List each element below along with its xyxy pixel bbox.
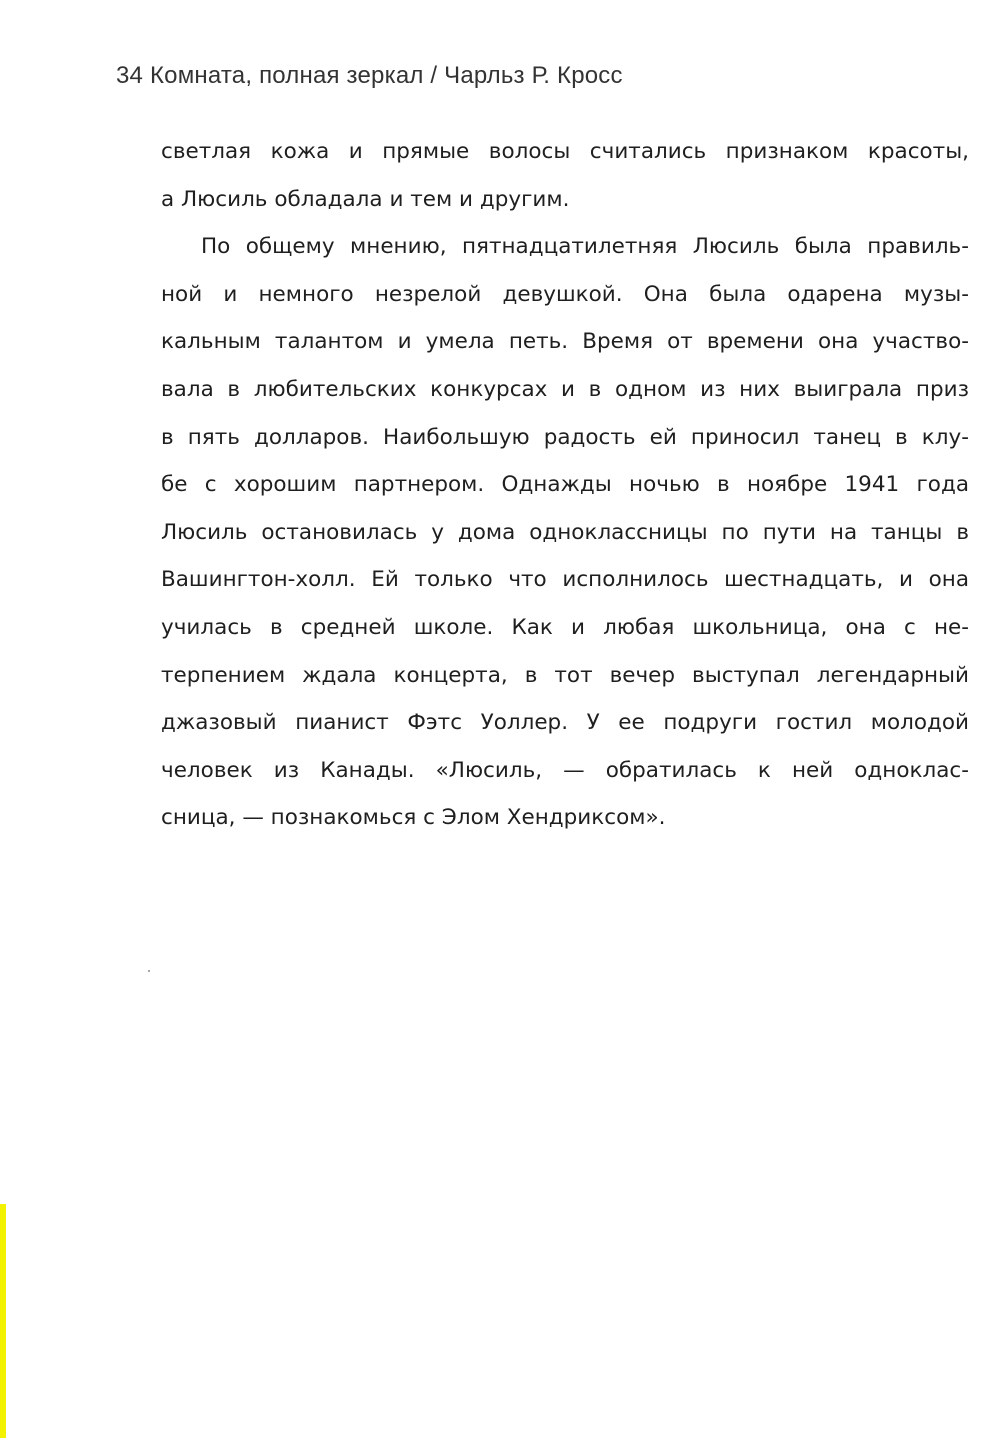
text-line: терпением ждала концерта, в тот вечер выступал легендарный <box>161 662 969 688</box>
text-line: Вашингтон-холл. Ей только что исполнилось шестнадцать, и она <box>161 567 969 593</box>
text-line: кальным талантом и умела петь. Время от времени она участво- <box>161 329 969 355</box>
text-line: в пять долларов. Наибольшую радость ей приносил танец в клу- <box>161 424 969 450</box>
text-line: вала в любительских конкурсах и в одном из них выиграла приз <box>161 376 969 402</box>
text-line: училась в средней школе. Как и любая школьница, она с не- <box>161 614 969 640</box>
running-header: 34 Комната, полная зеркал / Чарльз Р. Кросс <box>116 62 623 89</box>
text-line: бе с хорошим партнером. Однажды ночью в ноябре 1941 года <box>161 472 969 498</box>
text-line: ной и немного незрелой девушкой. Она была одарена музы- <box>161 281 969 307</box>
text-line: человек из Канады. «Люсиль, — обратилась к ней однoклас- <box>161 757 969 783</box>
text-line: светлая кожа и прямые волосы считались признаком красоты, <box>161 139 969 164</box>
edge-mark <box>0 1204 6 1438</box>
text-line: джазовый пианист Фэтс Уоллер. У ее подруги гостил молодой <box>161 710 969 736</box>
scan-speck <box>148 970 150 972</box>
text-line: Люсиль остановилась у дома одноклассницы по пути на танцы в <box>161 519 969 545</box>
paragraph-first-line: По общему мнению, пятнадцатилетняя Люсиль была правиль- <box>201 234 969 260</box>
text-line: сница, — познакомься с Элом Хендриксом». <box>161 805 666 831</box>
text-line: а Люсиль обладала и тем и другим. <box>161 186 570 212</box>
body-text <box>161 128 969 842</box>
